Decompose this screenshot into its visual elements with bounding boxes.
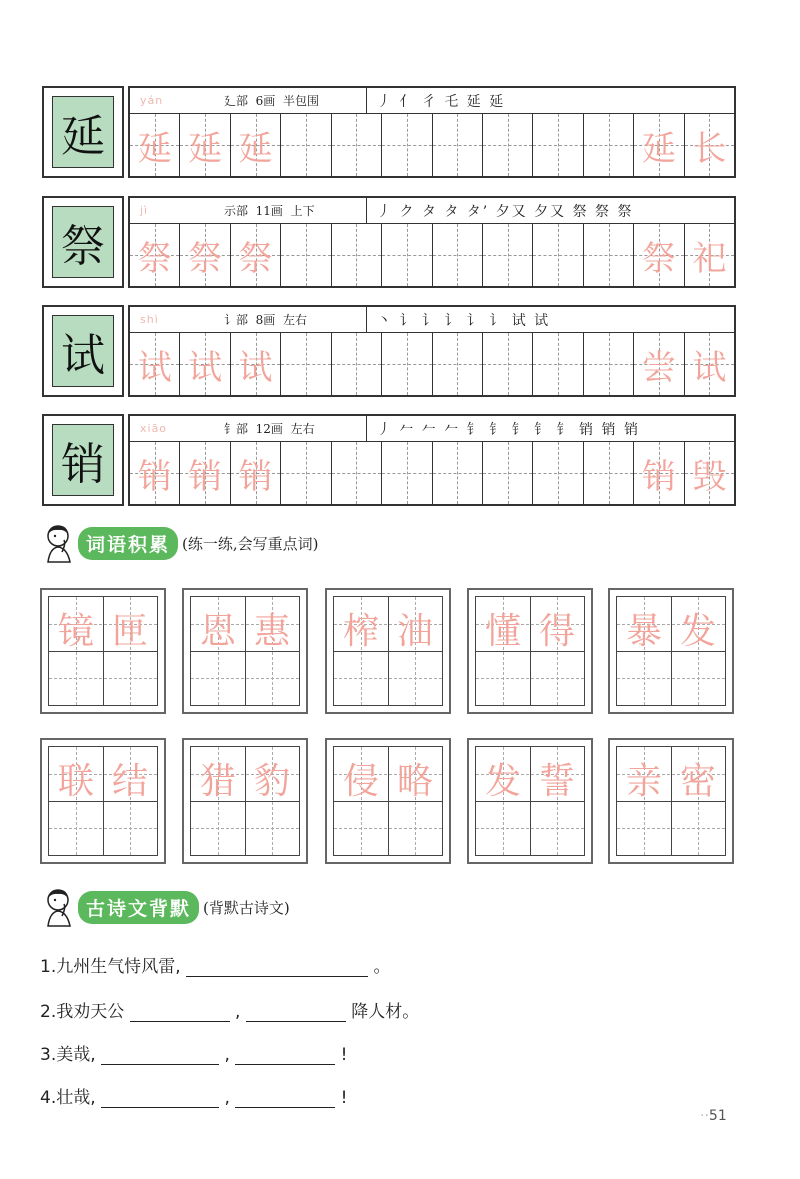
model-char-box [42,196,124,288]
practice-cell[interactable]: 长 [685,114,734,176]
word-grid [48,596,158,706]
word-grid [333,596,443,706]
practice-area [128,414,736,506]
poem-title: 古诗文背默 [78,891,199,924]
word-grid [190,596,300,706]
practice-cell[interactable] [281,442,331,504]
practice-grid [130,442,734,504]
structure: 上下 [290,204,315,218]
vocab-word: 镜 匣 [57,610,148,652]
char-block [42,196,736,288]
practice-cell[interactable] [483,442,533,504]
char-info-row [130,307,734,333]
char-info-row [130,416,734,442]
practice-cell[interactable] [433,333,483,395]
pinyin: jì [140,204,149,217]
practice-cell[interactable]: 祀 [685,224,734,286]
answer-blank[interactable] [130,1005,230,1022]
practice-cell[interactable]: 祭 [180,224,230,286]
practice-cell[interactable]: 销 [634,442,684,504]
poem-line: 3.美哉, , ! [40,1045,348,1065]
vocab-word: 猎 豹 [199,760,290,802]
practice-cell[interactable] [533,224,583,286]
practice-cell[interactable] [433,442,483,504]
vocab-word: 暴 发 [625,610,716,652]
answer-blank[interactable] [235,1091,335,1108]
practice-cell[interactable] [584,224,634,286]
practice-area [128,196,736,288]
answer-blank[interactable] [101,1091,219,1108]
vocab-word-box[interactable] [608,738,734,864]
practice-cell[interactable]: 延 [130,114,180,176]
vocab-section-header [40,522,319,564]
vocab-word: 懂 得 [484,610,575,652]
model-char: 延 [52,96,114,168]
practice-grid [130,333,734,395]
char-block [42,414,736,506]
page-number: ··51 [700,1108,727,1124]
pinyin: shì [140,313,159,326]
char-meta [224,92,366,109]
practice-cell[interactable] [483,333,533,395]
vocab-word: 榨 油 [342,610,433,652]
boy-thinking-icon [40,522,78,564]
practice-cell[interactable]: 销 [231,442,281,504]
stroke-order: 丿 亻 彳 乇 延 延 [366,88,734,113]
radical: 钅部 [224,422,249,436]
practice-cell[interactable]: 试 [130,333,180,395]
word-grid [48,746,158,856]
practice-cell[interactable]: 延 [180,114,230,176]
practice-cell[interactable] [281,114,331,176]
word-grid [475,746,585,856]
practice-cell[interactable] [533,333,583,395]
pinyin: yán [140,94,164,107]
practice-area [128,86,736,178]
model-char: 祭 [52,206,114,278]
vocab-word-box[interactable] [325,588,451,714]
structure: 半包围 [282,94,319,108]
vocab-word-box[interactable] [467,738,593,864]
stroke-count: 8画 [255,313,276,327]
model-char: 试 [52,315,114,387]
practice-cell[interactable] [483,224,533,286]
poem-line: 2.我劝天公 , 降人材。 [40,1002,420,1022]
practice-cell[interactable] [332,114,382,176]
model-char-box [42,305,124,397]
vocab-word: 亲 密 [625,760,716,802]
practice-cell[interactable]: 延 [634,114,684,176]
word-grid [616,596,726,706]
poem-section-header [40,886,290,928]
practice-cell[interactable] [281,224,331,286]
practice-cell[interactable] [584,442,634,504]
practice-cell[interactable]: 销 [130,442,180,504]
vocab-subtitle: (练一练,会写重点词) [182,534,319,553]
char-block [42,86,736,178]
stroke-count: 12画 [255,422,283,436]
practice-cell[interactable]: 毁 [685,442,734,504]
vocab-title: 词语积累 [78,527,178,560]
practice-cell[interactable]: 销 [180,442,230,504]
practice-cell[interactable]: 尝 [634,333,684,395]
poem-subtitle: (背默古诗文) [203,898,290,917]
stroke-order: 丶 讠 讠 讠 讠 讠 试 试 [366,307,734,332]
practice-cell[interactable] [382,333,432,395]
structure: 左右 [282,313,307,327]
practice-grid [130,114,734,176]
answer-blank[interactable] [235,1048,335,1065]
vocab-word-box[interactable] [325,738,451,864]
stroke-count: 11画 [255,204,283,218]
char-meta [224,420,366,437]
word-grid [333,746,443,856]
radical: 廴部 [224,94,249,108]
practice-cell[interactable]: 延 [231,114,281,176]
word-grid [616,746,726,856]
practice-cell[interactable] [584,333,634,395]
vocab-word-box[interactable] [182,738,308,864]
poem-line: 4.壮哉, , ! [40,1088,348,1108]
vocab-word-box[interactable] [40,738,166,864]
answer-blank[interactable] [246,1005,346,1022]
poem-line: 1.九州生气恃风雷, 。 [40,957,391,977]
vocab-word: 发 誓 [484,760,575,802]
practice-cell[interactable]: 试 [231,333,281,395]
practice-area [128,305,736,397]
practice-cell[interactable] [584,114,634,176]
practice-cell[interactable] [433,224,483,286]
word-grid [475,596,585,706]
practice-cell[interactable] [382,224,432,286]
boy-thinking-icon [40,886,78,928]
vocab-word-box[interactable] [182,588,308,714]
char-meta [224,311,366,328]
stroke-order: 丿 ク タ タ タ’ 夕又 夕又 祭 祭 祭 [366,198,734,223]
practice-cell[interactable]: 祭 [130,224,180,286]
pinyin: xiāo [140,422,168,435]
vocab-word-box[interactable] [40,588,166,714]
practice-cell[interactable]: 试 [180,333,230,395]
practice-cell[interactable] [332,442,382,504]
model-char-box [42,86,124,178]
stroke-order: 丿 𠂉 𠂉 𠂉 钅 钅 钅 钅 钅 销 销 销 [366,416,734,441]
practice-cell[interactable]: 祭 [231,224,281,286]
practice-cell[interactable] [332,333,382,395]
radical: 示部 [224,204,249,218]
practice-cell[interactable] [533,114,583,176]
vocab-word-box[interactable] [467,588,593,714]
practice-cell[interactable] [433,114,483,176]
char-info-row [130,88,734,114]
structure: 左右 [290,422,315,436]
practice-cell[interactable] [332,224,382,286]
practice-grid [130,224,734,286]
radical: 讠部 [224,313,249,327]
practice-cell[interactable] [382,114,432,176]
vocab-word: 恩 惠 [199,610,290,652]
practice-cell[interactable]: 祭 [634,224,684,286]
answer-blank[interactable] [101,1048,219,1065]
vocab-word: 侵 略 [342,760,433,802]
practice-cell[interactable] [382,442,432,504]
char-meta [224,202,366,219]
practice-cell[interactable]: 试 [685,333,734,395]
word-grid [190,746,300,856]
char-info-row [130,198,734,224]
vocab-word: 联 结 [57,760,148,802]
model-char-box [42,414,124,506]
model-char: 销 [52,424,114,496]
practice-cell[interactable] [483,114,533,176]
answer-blank[interactable] [186,960,368,977]
practice-cell[interactable] [281,333,331,395]
practice-cell[interactable] [533,442,583,504]
vocab-word-box[interactable] [608,588,734,714]
char-block [42,305,736,397]
stroke-count: 6画 [255,94,276,108]
